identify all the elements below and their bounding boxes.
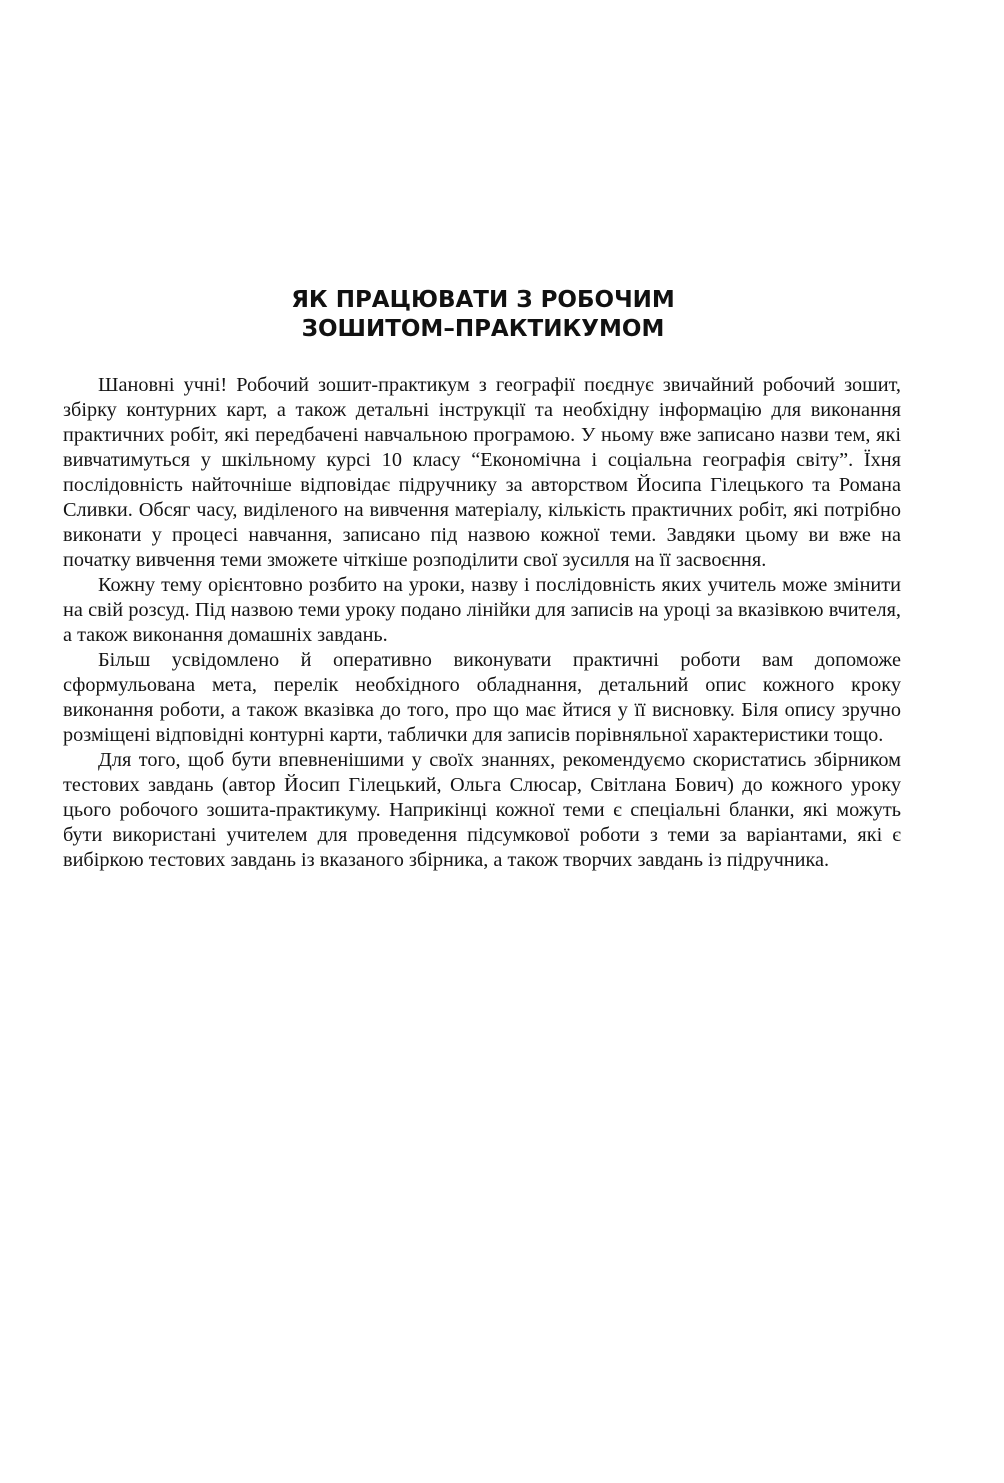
paragraph-tests: Для того, щоб бути впевненішими у своїх знаннях, рекомендуємо скористатись збірником тестових завдань (автор Йосип Гілецький, Ольга Слюсар, Світлана Бович) до кожного уроку цього робочого зошита-практикуму. Наприкінці кожної теми є спеціальні бланки, які можуть бути використані учителем для проведення підсумкової роботи з теми за варіантами, які є вибіркою тестових завдань із вказаного збірника, а також творчих завдань із підручника. — [63, 749, 901, 871]
paragraph-lessons: Кожну тему орієнтовно розбито на уроки, назву і послідовність яких учитель може змінити на свій розсуд. Під назвою теми уроку подано лінійки для записів на уроці за вказівкою вчителя, а також виконання домашніх завдань. — [63, 574, 901, 646]
body-text — [63, 373, 901, 873]
paragraph-practical-works: Більш усвідомлено й оперативно виконувати практичні роботи вам допоможе сформульована мета, перелік необхідного обладнання, детальний опис кожного кроку виконання роботи, а також вказівка до того, про що має йтися у її висновку. Біля опису зручно розміщені відповідні контурні карти, таблички для записів порівняльної характеристики тощо. — [63, 649, 901, 746]
paragraph-introduction: Шановні учні! Робочий зошит-практикум з географії поєднує звичайний робочий зошит, збірку контурних карт, а також детальні інструкції та необхідну інформацію для виконання практичних робіт, які передбачені навчальною програмою. У ньому вже записано назви тем, які вивчатимуться у шкільному курсі 10 класу “Економічна і соціальна географія світу”. Їхня послідовність найточніше відповідає підручнику за авторством Йосипа Гілецького та Романа Сливки. Обсяг часу, виділеного на вивчення матеріалу, кількість практичних робіт, які потрібно виконати у процесі навчання, записано під назвою кожної теми. Завдяки цьому ви вже на початку вивчення теми зможете чіткіше розподілити свої зусилля на її засвоєння. — [63, 374, 901, 571]
page-title-line-1: ЯК ПРАЦЮВАТИ З РОБОЧИМ — [291, 287, 675, 313]
page-title — [0, 286, 966, 344]
page-title-line-2: ЗОШИТОМ–ПРАКТИКУМОМ — [301, 316, 665, 342]
